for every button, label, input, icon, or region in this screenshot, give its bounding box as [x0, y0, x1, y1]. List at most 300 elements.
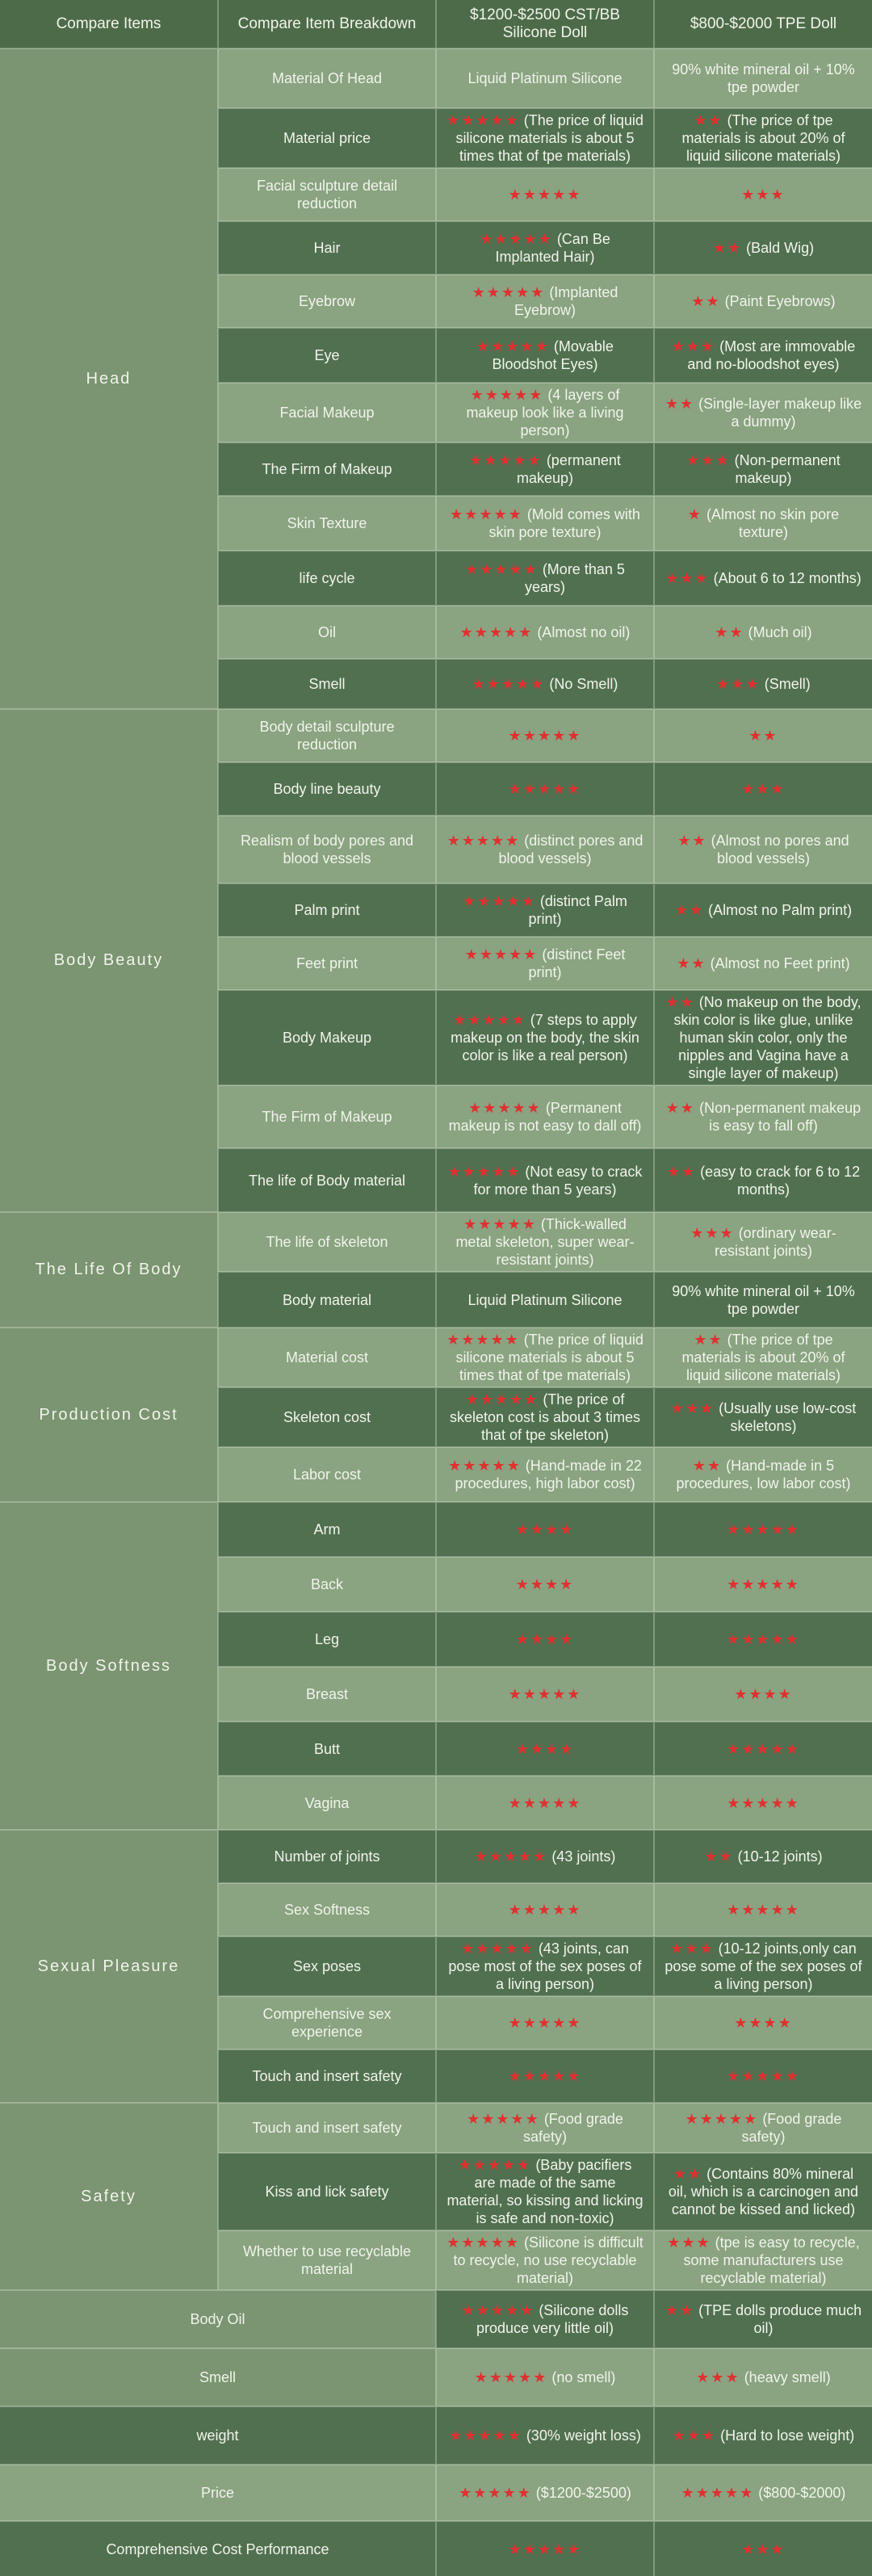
tpe-value-cell: [654, 1272, 872, 1328]
silicone-value-cell: [436, 2230, 654, 2290]
value-text: (Food grade safety): [741, 2111, 842, 2145]
star-rating-5: ★★★★★: [727, 1521, 800, 1538]
row-label: Skin Texture: [218, 496, 436, 551]
star-rating-4: ★★★★: [734, 2015, 793, 2031]
row-label: Sex Softness: [218, 1883, 436, 1936]
star-rating-4: ★★★★: [734, 1686, 793, 1702]
value-text: (tpe is easy to recycle, some manufacturers use recyclable material): [683, 2234, 860, 2286]
star-rating-5: ★★★★★: [727, 2068, 800, 2084]
value-text: (The price of liquid silicone materials is about 5 times that of tpe materials): [455, 112, 644, 164]
row-label: The Firm of Makeup: [218, 443, 436, 496]
silicone-value-cell: [436, 496, 654, 551]
value-text: (easy to crack for 6 to 12 months): [696, 1163, 861, 1198]
star-rating-3: ★★★: [716, 676, 761, 692]
silicone-value-cell: [436, 1212, 654, 1272]
star-rating-5: ★★★★★: [472, 676, 546, 692]
tpe-value-cell: [654, 1557, 872, 1612]
tpe-value-cell: [654, 2153, 872, 2230]
star-rating-5: ★★★★★: [474, 2369, 548, 2385]
star-rating-5: ★★★★★: [465, 561, 539, 577]
star-rating-5: ★★★★★: [465, 1391, 539, 1408]
silicone-value-cell: [436, 1557, 654, 1612]
row-label: Breast: [218, 1667, 436, 1722]
table-row: [0, 709, 872, 762]
row-label-body-oil: Body Oil: [0, 2290, 436, 2348]
value-text: (distinct Feet print): [528, 946, 626, 980]
silicone-value-cell: [436, 1612, 654, 1667]
star-rating-5: ★★★★★: [458, 2157, 532, 2173]
table-row: [0, 2406, 872, 2465]
silicone-value-cell: [436, 2153, 654, 2230]
row-label: Back: [218, 1557, 436, 1612]
star-rating-2: ★★: [665, 994, 695, 1010]
row-label: Body material: [218, 1272, 436, 1328]
group-label-body-softness: Body Softness: [0, 1502, 218, 1830]
silicone-value-cell: [436, 2348, 654, 2406]
row-label: Sex poses: [218, 1936, 436, 1996]
value-text: (About 6 to 12 months): [709, 570, 862, 586]
star-rating-3: ★★★: [670, 1940, 715, 1957]
star-rating-5: ★★★★★: [727, 1576, 800, 1592]
value-text: (permanent makeup): [516, 452, 621, 486]
group-label-production-cost: Production Cost: [0, 1328, 218, 1502]
row-label: Feet print: [218, 937, 436, 990]
star-rating-2: ★★: [704, 1848, 734, 1865]
silicone-value-cell: [436, 709, 654, 762]
silicone-value-cell: [436, 2049, 654, 2103]
silicone-value-cell: [436, 1883, 654, 1936]
tpe-value-cell: [654, 1148, 872, 1212]
tpe-value-cell: [654, 443, 872, 496]
table-row: [0, 1212, 872, 1272]
row-label-comprehensive-cost-performance: Comprehensive Cost Performance: [0, 2521, 436, 2576]
star-rating-5: ★★★★★: [467, 2111, 540, 2127]
star-rating-5: ★★★★★: [463, 1216, 537, 1232]
value-text: (Permanent makeup is not easy to dall off): [448, 1100, 642, 1134]
tpe-value-cell: [654, 2103, 872, 2153]
tpe-value-cell: [654, 1883, 872, 1936]
star-rating-2: ★★: [694, 1332, 723, 1348]
silicone-value-cell: [436, 2290, 654, 2348]
value-text: (The price of skeleton cost is about 3 times that of tpe skeleton): [449, 1391, 641, 1443]
row-label: Whether to use recyclable material: [218, 2230, 436, 2290]
value-text: (Paint Eyebrows): [720, 293, 836, 309]
silicone-value-cell: [436, 1328, 654, 1387]
value-text: (4 layers of makeup look like a living person): [466, 387, 624, 438]
row-label: Skeleton cost: [218, 1387, 436, 1447]
star-rating-5: ★★★★★: [470, 387, 544, 403]
star-rating-2: ★★: [673, 2166, 703, 2182]
row-label: Material cost: [218, 1328, 436, 1387]
star-rating-5: ★★★★★: [508, 781, 582, 797]
silicone-value-cell: [436, 1502, 654, 1557]
row-label-smell: Smell: [0, 2348, 436, 2406]
row-label: Eyebrow: [218, 275, 436, 328]
value-text: (30% weight loss): [522, 2427, 641, 2444]
tpe-value-cell: [654, 1447, 872, 1502]
silicone-value-cell: [436, 1936, 654, 1996]
star-rating-5: ★★★★★: [453, 1012, 526, 1028]
header-row: [0, 0, 872, 48]
star-rating-5: ★★★★★: [727, 1740, 800, 1757]
tpe-value-cell: [654, 606, 872, 659]
header-compare-items: Compare Items: [0, 0, 218, 48]
star-rating-3: ★★★: [741, 2540, 786, 2557]
group-label-head: Head: [0, 48, 218, 709]
value-text: (Food grade safety): [522, 2111, 623, 2145]
tpe-value-cell: [654, 659, 872, 709]
star-rating-5: ★★★★★: [461, 1940, 535, 1957]
tpe-value-cell: [654, 883, 872, 937]
group-label-the-life-of-body: The Life Of Body: [0, 1212, 218, 1328]
silicone-value-cell: [436, 328, 654, 383]
silicone-value-cell: [436, 275, 654, 328]
star-rating-5: ★★★★★: [476, 338, 550, 355]
table-row: [0, 1502, 872, 1557]
value-text: (The price of tpe materials is about 20% of liquid silicone materials): [681, 1332, 845, 1383]
row-label: Body Makeup: [218, 990, 436, 1085]
value-text: (heavy smell): [740, 2369, 831, 2385]
row-label: Facial Makeup: [218, 383, 436, 443]
value-text: (no smell): [547, 2369, 616, 2385]
star-rating-5: ★★★★★: [468, 1100, 542, 1116]
tpe-value-cell: [654, 1085, 872, 1148]
star-rating-5: ★★★★★: [469, 452, 543, 468]
star-rating-2: ★★: [665, 1100, 696, 1116]
silicone-value-cell: [436, 1776, 654, 1830]
row-label: Palm print: [218, 883, 436, 937]
value-text: (TPE dolls produce much oil): [694, 2302, 862, 2336]
star-rating-3: ★★★: [741, 781, 786, 797]
silicone-value-cell: [436, 48, 654, 108]
silicone-value-cell: [436, 816, 654, 883]
tpe-value-cell: [654, 1722, 872, 1776]
value-text: (Much oil): [744, 624, 812, 640]
tpe-value-cell: [654, 990, 872, 1085]
row-label: Body detail sculpture reduction: [218, 709, 436, 762]
value-text: (Usually use low-cost skeletons): [715, 1400, 857, 1434]
row-label: The life of Body material: [218, 1148, 436, 1212]
silicone-value-cell: [436, 1996, 654, 2049]
value-text: (distinct Palm print): [528, 893, 627, 927]
star-rating-5: ★★★★★: [446, 112, 520, 128]
value-text: (Single-layer makeup like a dummy): [694, 396, 862, 430]
row-label: Material Of Head: [218, 48, 436, 108]
star-rating-5: ★★★★★: [449, 2427, 522, 2444]
row-label: Touch and insert safety: [218, 2103, 436, 2153]
star-rating-3: ★★★: [690, 1225, 735, 1241]
star-rating-5: ★★★★★: [474, 1848, 548, 1865]
star-rating-5: ★★★★★: [446, 1332, 520, 1348]
row-label: Number of joints: [218, 1830, 436, 1883]
star-rating-5: ★★★★★: [508, 728, 582, 744]
row-label: Comprehensive sex experience: [218, 1996, 436, 2049]
tpe-value-cell: [654, 2521, 872, 2576]
value-text: (10-12 joints,only can pose some of the sex poses of a living person): [664, 1940, 862, 1992]
tpe-value-cell: [654, 2348, 872, 2406]
row-label-weight: weight: [0, 2406, 436, 2465]
star-rating-2: ★★: [677, 833, 707, 849]
value-text: (Bald Wig): [742, 240, 815, 256]
tpe-value-cell: [654, 551, 872, 606]
value-text: (The price of tpe materials is about 20% of liquid silicone materials): [681, 112, 845, 164]
star-rating-2: ★★: [664, 2302, 695, 2318]
tpe-value-cell: [654, 1328, 872, 1387]
silicone-value-cell: [436, 1722, 654, 1776]
value-text: (distinct pores and blood vessels): [498, 833, 644, 866]
value-text: (Almost no oil): [533, 624, 631, 640]
value-text: (Most are immovable and no-bloodshot eyes): [687, 338, 856, 372]
star-rating-5: ★★★★★: [459, 2485, 532, 2501]
value-text: (No Smell): [545, 676, 618, 692]
row-label: life cycle: [218, 551, 436, 606]
tpe-value-cell: [654, 1212, 872, 1272]
star-rating-2: ★★: [677, 955, 706, 971]
row-label: Kiss and lick safety: [218, 2153, 436, 2230]
table-row: [0, 2290, 872, 2348]
row-label: The Firm of Makeup: [218, 1085, 436, 1148]
tpe-value-cell: [654, 1502, 872, 1557]
silicone-value-cell: [436, 2406, 654, 2465]
value-text: ($1200-$2500): [531, 2485, 631, 2501]
table-row: [0, 48, 872, 108]
table-row: [0, 1830, 872, 1883]
tpe-value-cell: [654, 1667, 872, 1722]
silicone-value-cell: [436, 1148, 654, 1212]
star-rating-2: ★★: [674, 902, 705, 918]
star-rating-3: ★★★: [686, 452, 731, 468]
value-text: (More than 5 years): [524, 561, 625, 595]
group-label-safety: Safety: [0, 2103, 218, 2290]
tpe-value-cell: [654, 383, 872, 443]
table-row: [0, 2103, 872, 2153]
row-label: Leg: [218, 1612, 436, 1667]
tpe-value-cell: [654, 1936, 872, 1996]
tpe-value-cell: [654, 1612, 872, 1667]
silicone-value-cell: [436, 2521, 654, 2576]
tpe-value-cell: [654, 1387, 872, 1447]
silicone-value-cell: [436, 2465, 654, 2521]
value-text: (Not easy to crack for more than 5 years): [473, 1163, 643, 1198]
value-text: Liquid Platinum Silicone: [467, 70, 623, 86]
star-rating-3: ★★★: [667, 2234, 711, 2251]
tpe-value-cell: [654, 496, 872, 551]
table-row: [0, 2348, 872, 2406]
row-label: Hair: [218, 221, 436, 275]
tpe-value-cell: [654, 108, 872, 168]
star-rating-3: ★★★: [672, 2427, 717, 2444]
star-rating-2: ★★: [715, 624, 744, 640]
star-rating-5: ★★★★★: [727, 1794, 800, 1811]
tpe-value-cell: [654, 937, 872, 990]
value-text: (Mold comes with skin pore texture): [488, 506, 640, 540]
value-text: (Almost no Feet print): [706, 955, 850, 971]
star-rating-5: ★★★★★: [508, 2015, 582, 2031]
value-text: (Almost no pores and blood vessels): [706, 833, 849, 866]
star-rating-5: ★★★★★: [448, 1458, 522, 1474]
star-rating-5: ★★★★★: [472, 284, 546, 300]
star-rating-5: ★★★★★: [461, 2302, 535, 2318]
star-rating-5: ★★★★★: [508, 2540, 582, 2557]
star-rating-5: ★★★★★: [464, 946, 539, 963]
star-rating-2: ★★: [691, 293, 721, 309]
row-label: Smell: [218, 659, 436, 709]
star-rating-2: ★★: [694, 112, 723, 128]
row-label: The life of skeleton: [218, 1212, 436, 1272]
row-label: Eye: [218, 328, 436, 383]
tpe-value-cell: [654, 328, 872, 383]
star-rating-2: ★★: [692, 1458, 723, 1474]
silicone-value-cell: [436, 1830, 654, 1883]
star-rating-5: ★★★★★: [463, 893, 536, 909]
row-label: Facial sculpture detail reduction: [218, 168, 436, 221]
value-text: (Almost no Palm print): [704, 902, 853, 918]
value-text: Liquid Platinum Silicone: [467, 1291, 623, 1308]
row-label: Arm: [218, 1502, 436, 1557]
silicone-value-cell: [436, 108, 654, 168]
row-label: Realism of body pores and blood vessels: [218, 816, 436, 883]
tpe-value-cell: [654, 221, 872, 275]
star-rating-4: ★★★★: [515, 1576, 575, 1592]
group-label-sexual-pleasure: Sexual Pleasure: [0, 1830, 218, 2103]
value-text: (43 joints): [547, 1848, 616, 1865]
silicone-value-cell: [436, 1387, 654, 1447]
star-rating-5: ★★★★★: [508, 1794, 582, 1811]
tpe-value-cell: [654, 1830, 872, 1883]
value-text: 90% white mineral oil + 10% tpe powder: [672, 61, 855, 95]
star-rating-5: ★★★★★: [508, 1902, 582, 1918]
star-rating-5: ★★★★★: [459, 624, 534, 640]
value-text: (Can Be Implanted Hair): [495, 231, 610, 265]
silicone-value-cell: [436, 937, 654, 990]
star-rating-5: ★★★★★: [446, 2234, 520, 2251]
header-compare-item-breakdown: Compare Item Breakdown: [218, 0, 436, 48]
value-text: (10-12 joints): [733, 1848, 823, 1865]
star-rating-4: ★★★★: [515, 1521, 575, 1538]
star-rating-5: ★★★★★: [681, 2485, 755, 2501]
star-rating-4: ★★★★: [515, 1740, 575, 1757]
star-rating-2: ★★: [748, 728, 778, 744]
value-text: (Hand-made in 5 procedures, low labor cost): [676, 1458, 851, 1491]
star-rating-5: ★★★★★: [727, 1902, 800, 1918]
star-rating-1: ★: [687, 506, 703, 522]
value-text: (7 steps to apply makeup on the body, the skin color is like a real person): [451, 1012, 639, 1064]
table-row: [0, 2521, 872, 2576]
row-label: Material price: [218, 108, 436, 168]
tpe-value-cell: [654, 168, 872, 221]
tpe-value-cell: [654, 2465, 872, 2521]
value-text: (Almost no skin pore texture): [702, 506, 840, 540]
tpe-value-cell: [654, 48, 872, 108]
tpe-value-cell: [654, 1776, 872, 1830]
value-text: (Silicone dolls produce very little oil): [476, 2302, 629, 2336]
star-rating-5: ★★★★★: [450, 506, 523, 522]
star-rating-5: ★★★★★: [508, 2068, 582, 2084]
value-text: (Non-permanent makeup): [730, 452, 841, 486]
value-text: (Movable Bloodshot Eyes): [492, 338, 614, 372]
table-row: [0, 1328, 872, 1387]
star-rating-3: ★★★: [696, 2369, 740, 2385]
tpe-value-cell: [654, 275, 872, 328]
value-text: (Hard to lose weight): [716, 2427, 855, 2444]
silicone-value-cell: [436, 883, 654, 937]
value-text: (Non-permanent makeup is easy to fall off): [695, 1100, 862, 1134]
value-text: (Thick-walled metal skeleton, super wear-resistant joints): [455, 1216, 635, 1268]
table-row: [0, 2465, 872, 2521]
silicone-value-cell: [436, 551, 654, 606]
value-text: (Silicone is difficult to recycle, no use recyclable material): [453, 2234, 644, 2286]
tpe-value-cell: [654, 709, 872, 762]
group-label-body-beauty: Body Beauty: [0, 709, 218, 1212]
tpe-value-cell: [654, 2230, 872, 2290]
row-label: Butt: [218, 1722, 436, 1776]
silicone-value-cell: [436, 1272, 654, 1328]
row-label: Vagina: [218, 1776, 436, 1830]
row-label: Touch and insert safety: [218, 2049, 436, 2103]
silicone-value-cell: [436, 221, 654, 275]
silicone-value-cell: [436, 383, 654, 443]
value-text: (Baby pacifiers are made of the same material, so kissing and licking is safe and non-toxic): [446, 2157, 644, 2226]
silicone-value-cell: [436, 1085, 654, 1148]
star-rating-5: ★★★★★: [480, 231, 553, 247]
silicone-value-cell: [436, 1447, 654, 1502]
value-text: 90% white mineral oil + 10% tpe powder: [672, 1282, 855, 1317]
star-rating-3: ★★★: [671, 338, 716, 355]
silicone-value-cell: [436, 606, 654, 659]
star-rating-5: ★★★★★: [508, 187, 582, 203]
silicone-value-cell: [436, 443, 654, 496]
value-text: (Hand-made in 22 procedures, high labor cost): [455, 1458, 642, 1491]
silicone-value-cell: [436, 1667, 654, 1722]
silicone-value-cell: [436, 990, 654, 1085]
tpe-value-cell: [654, 2290, 872, 2348]
star-rating-3: ★★★: [665, 570, 710, 586]
value-text: (ordinary wear-resistant joints): [714, 1225, 836, 1259]
star-rating-5: ★★★★★: [685, 2111, 759, 2127]
star-rating-4: ★★★★: [515, 1631, 575, 1647]
star-rating-5: ★★★★★: [446, 833, 521, 849]
header-silicone-doll: $1200-$2500 CST/BB Silicone Doll: [436, 0, 654, 48]
tpe-value-cell: [654, 762, 872, 816]
star-rating-5: ★★★★★: [447, 1163, 522, 1180]
star-rating-3: ★★★: [670, 1400, 715, 1416]
silicone-value-cell: [436, 762, 654, 816]
row-label-price: Price: [0, 2465, 436, 2521]
row-label: Labor cost: [218, 1447, 436, 1502]
tpe-value-cell: [654, 2049, 872, 2103]
header-tpe-doll: $800-$2000 TPE Doll: [654, 0, 872, 48]
star-rating-3: ★★★: [741, 187, 786, 203]
silicone-value-cell: [436, 168, 654, 221]
value-text: (43 joints, can pose most of the sex poses of a living person): [448, 1940, 642, 1992]
star-rating-2: ★★: [712, 240, 743, 256]
tpe-value-cell: [654, 1996, 872, 2049]
tpe-value-cell: [654, 2406, 872, 2465]
tpe-value-cell: [654, 816, 872, 883]
silicone-value-cell: [436, 659, 654, 709]
value-text: ($800-$2000): [754, 2485, 846, 2501]
table-body: [0, 48, 872, 2576]
star-rating-5: ★★★★★: [727, 1631, 800, 1647]
star-rating-2: ★★: [666, 1163, 697, 1180]
star-rating-2: ★★: [664, 396, 695, 412]
silicone-value-cell: [436, 2103, 654, 2153]
row-label: Oil: [218, 606, 436, 659]
row-label: Body line beauty: [218, 762, 436, 816]
value-text: (Smell): [760, 676, 811, 692]
value-text: (The price of liquid silicone materials is about 5 times that of tpe materials): [455, 1332, 644, 1383]
value-text: (No makeup on the body, skin color is like glue, unlike human skin color, only the nipples and Vagina have a single layer of makeup): [673, 994, 862, 1081]
